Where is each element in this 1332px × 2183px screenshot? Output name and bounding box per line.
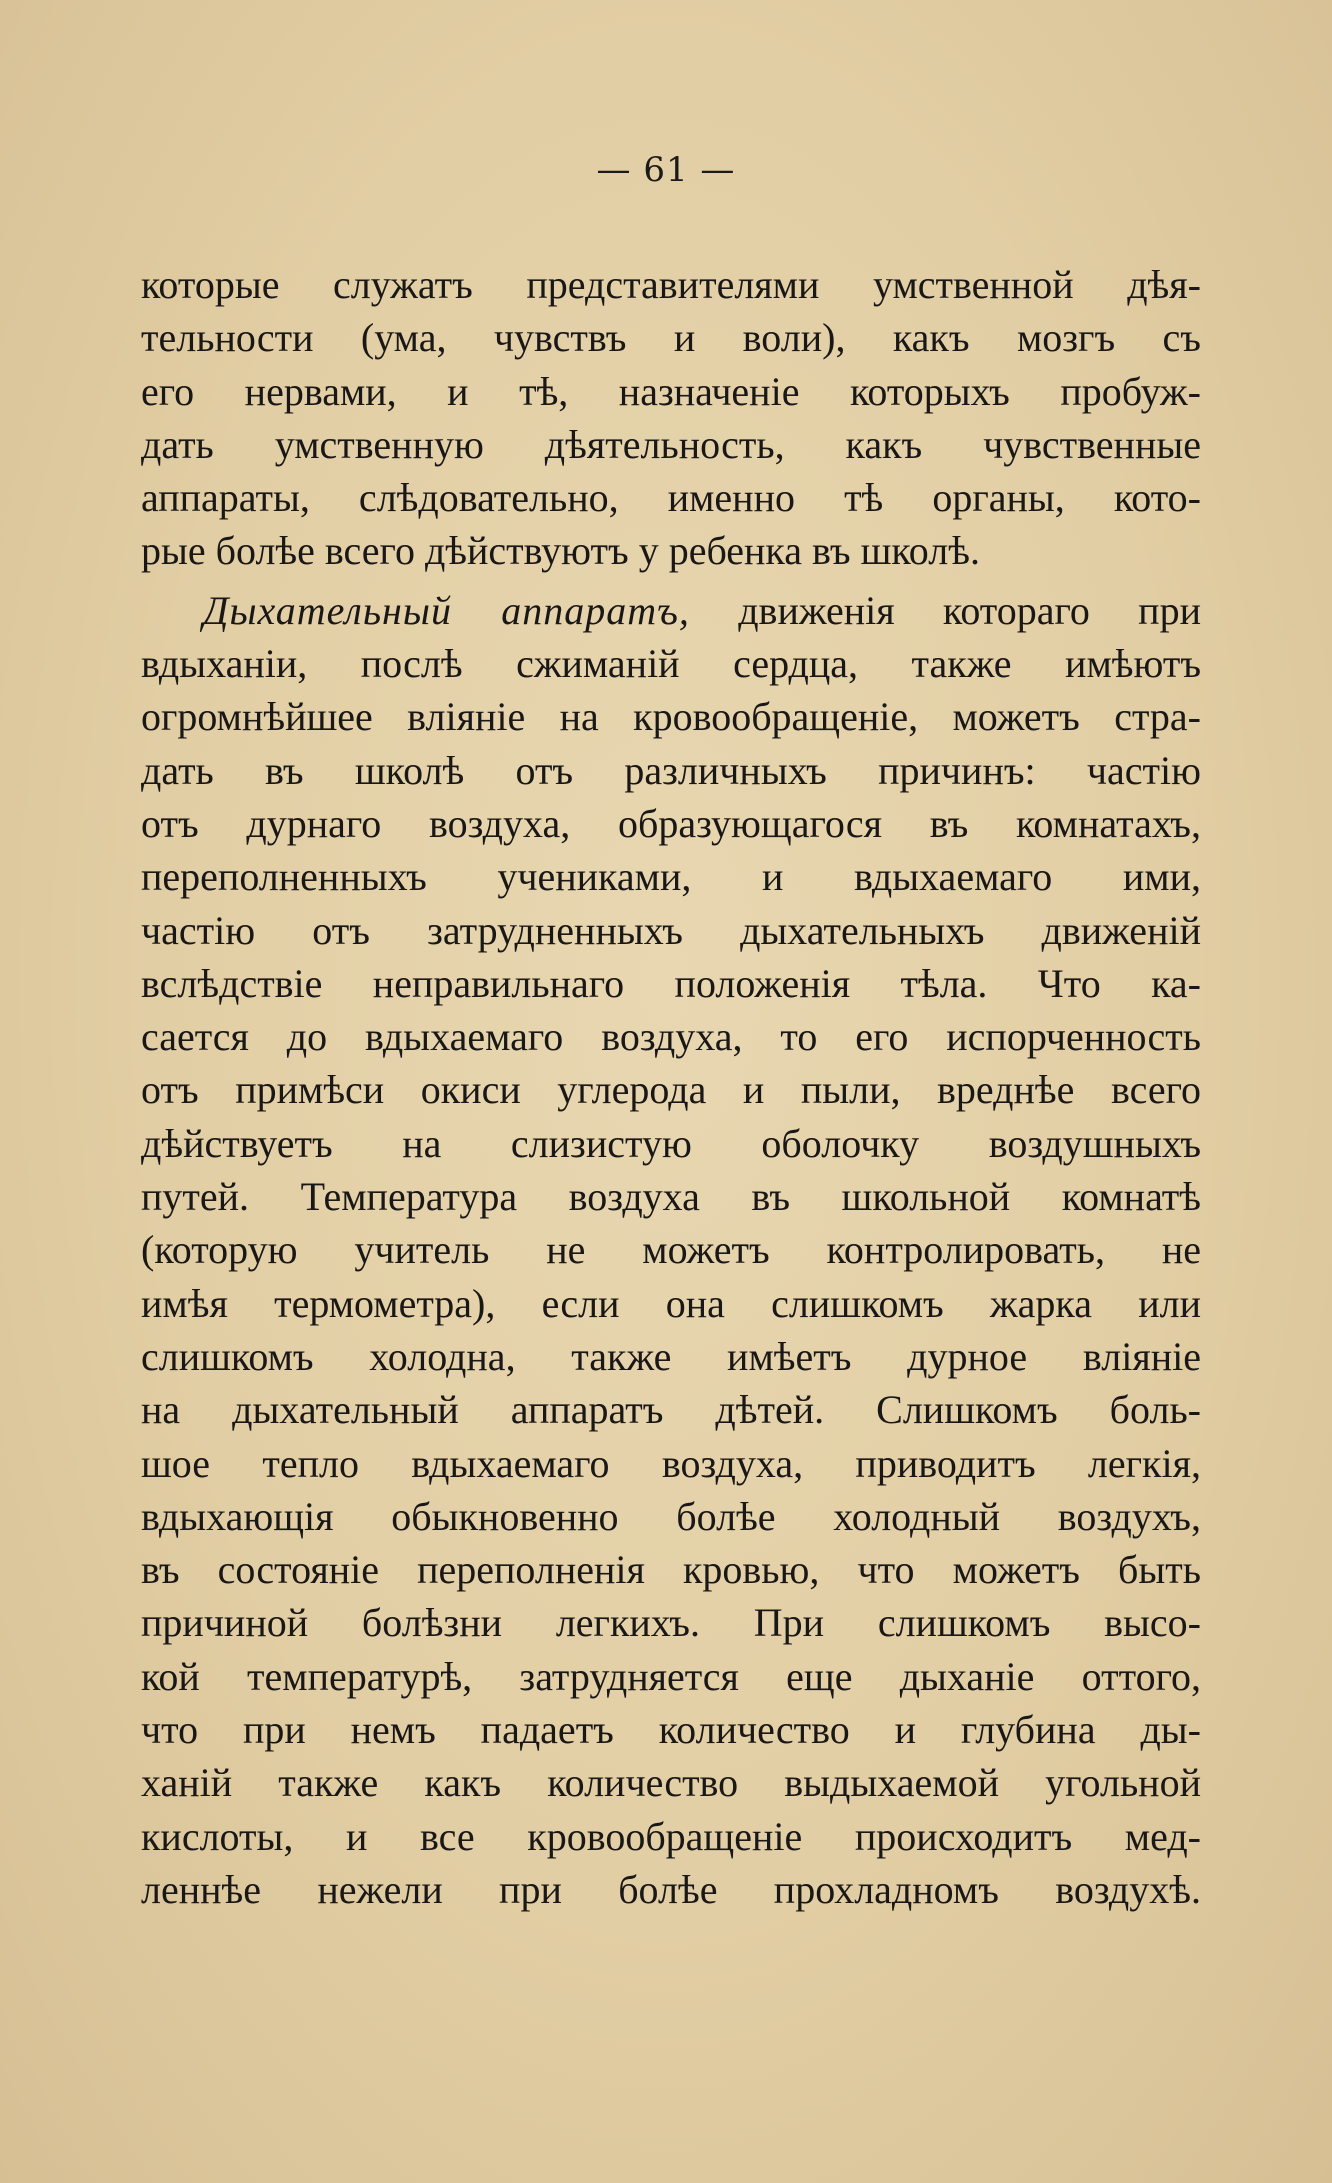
text-line: дать въ школѣ отъ различныхъ причинъ: частію xyxy=(141,747,1201,793)
text-line: рые болѣе всего дѣйствуютъ у ребенка въ школѣ. xyxy=(141,528,980,574)
text-line: въ состояніе переполненія кровью, что можетъ быть xyxy=(141,1547,1201,1593)
text-line: дать умственную дѣятельность, какъ чувственные xyxy=(141,421,1201,467)
text-line: вслѣдствіе неправильнаго положенія тѣла. Что ка- xyxy=(141,960,1201,1006)
text-line: которые служатъ представителями умственной дѣя- xyxy=(141,262,1201,307)
text-line: его нервами, и тѣ, назначеніе которыхъ пробуж- xyxy=(141,368,1201,414)
text-line: путей. Температура воздуха въ школьной комнатѣ xyxy=(141,1174,1201,1220)
page-number: — 61 — xyxy=(596,150,736,190)
text-span: движенія котораго при xyxy=(738,587,1201,633)
text-line: вдыхающія обыкновенно болѣе холодный воздухъ, xyxy=(141,1493,1201,1539)
text-line: отъ дурнаго воздуха, образующагося въ комнатахъ, xyxy=(141,800,1201,846)
text-line: переполненныхъ учениками, и вдыхаемаго ими, xyxy=(141,854,1201,900)
text-line: огромнѣйшее вліяніе на кровообращеніе, можетъ стра- xyxy=(141,694,1201,740)
body-text xyxy=(141,258,1201,1916)
italic-term: Дыхательный аппаратъ, xyxy=(203,587,690,633)
text-line: вдыханіи, послѣ сжиманій сердца, также имѣютъ xyxy=(141,641,1201,687)
text-line: причиной болѣзни легкихъ. При слишкомъ высо- xyxy=(141,1600,1201,1646)
text-line: тельности (ума, чувствъ и воли), какъ мозгъ съ xyxy=(141,315,1201,361)
text-line: слишкомъ холодна, также имѣетъ дурное вліяніе xyxy=(141,1333,1201,1379)
text-line: (которую учитель не можетъ контролировать, не xyxy=(141,1227,1201,1273)
text-line: ханій также какъ количество выдыхаемой угольной xyxy=(141,1760,1201,1806)
text-line: имѣя термометра), если она слишкомъ жарка или xyxy=(141,1280,1201,1326)
text-line: шое тепло вдыхаемаго воздуха, приводитъ легкія, xyxy=(141,1440,1201,1486)
text-line: частію отъ затрудненныхъ дыхательныхъ движеній xyxy=(141,907,1201,953)
text-line: дѣйствуетъ на слизистую оболочку воздушныхъ xyxy=(141,1120,1201,1166)
text-line: кислоты, и все кровообращеніе происходитъ мед- xyxy=(141,1813,1201,1859)
text-line: на дыхательный аппаратъ дѣтей. Слишкомъ боль- xyxy=(141,1387,1201,1433)
paragraph-first-line xyxy=(141,584,1201,637)
text-line: сается до вдыхаемаго воздуха, то его испорченность xyxy=(141,1014,1201,1060)
text-line: что при немъ падаетъ количество и глубина ды- xyxy=(141,1707,1201,1753)
text-line: кой температурѣ, затрудняется еще дыханіе оттого, xyxy=(141,1653,1201,1699)
text-line: аппараты, слѣдовательно, именно тѣ органы, кото- xyxy=(141,475,1201,521)
text-line: леннѣе нежели при болѣе прохладномъ воздухѣ. xyxy=(141,1866,1201,1912)
text-line: отъ примѣси окиси углерода и пыли, вреднѣе всего xyxy=(141,1067,1201,1113)
